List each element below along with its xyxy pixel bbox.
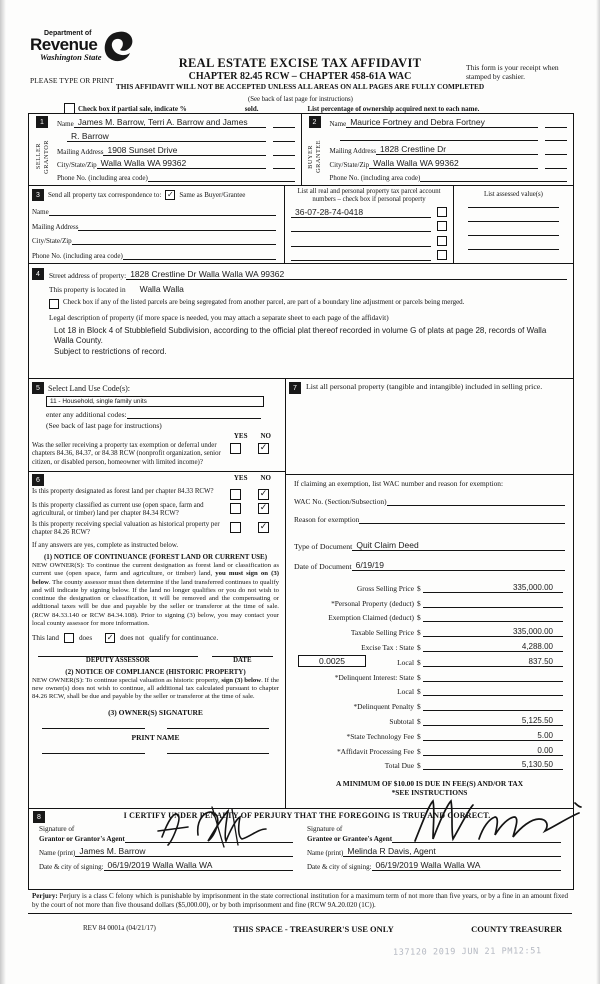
grantor-signature-block	[33, 825, 301, 871]
scan-edge-right	[596, 0, 600, 984]
does-checkbox[interactable]	[64, 633, 74, 643]
section-2-number: 2	[309, 116, 321, 128]
same-as-buyer-label: Same as Buyer/Grantee	[179, 191, 246, 199]
s3-city-label: City/State/Zip	[32, 237, 72, 246]
fee-value-input[interactable]: 5,130.50	[423, 760, 563, 770]
fee-label: Gross Selling Price	[356, 583, 414, 593]
title-block	[95, 56, 505, 91]
fee-row-personal	[286, 593, 573, 608]
legal-description-text-2[interactable]: Subject to restrictions of record.	[54, 347, 167, 356]
dollar-sign: $	[417, 687, 421, 697]
does-not-label: does not	[120, 634, 145, 642]
located-in-label: This property is located in	[49, 285, 126, 294]
logo-revenue: Revenue	[30, 35, 98, 54]
historic-question: Is this property receiving special valuation as historical property per chapter 84.26 RCW?	[32, 520, 220, 536]
s3-mailing-input[interactable]	[78, 221, 276, 231]
buyer-mailing-input[interactable]: 1828 Crestline Dr	[376, 144, 538, 155]
dollar-sign: $	[417, 628, 421, 638]
does-label: does	[78, 634, 93, 642]
buyer-name-input[interactable]: Maurice Fortney and Debra Fortney	[346, 117, 538, 128]
forest-land-question: Is this property designated as forest land per chapter 84.33 RCW?	[32, 488, 214, 495]
seller-city-label: City/State/Zip	[57, 161, 97, 170]
fee-label: *State Technology Fee	[346, 731, 414, 741]
form-title: REAL ESTATE EXCISE TAX AFFIDAVIT	[178, 56, 422, 70]
sold-label: sold.	[244, 104, 259, 113]
form-table	[28, 113, 574, 890]
fee-row-subtotal	[286, 711, 573, 726]
reason-exemption-input[interactable]	[359, 514, 565, 524]
buyer-name-input-2[interactable]	[340, 131, 539, 141]
date-label: DATE	[233, 657, 252, 664]
checkmark: ✓	[166, 190, 174, 199]
perjury-text: Perjury is a class C felony which is punishable by imprisonment in the state correctional institution for a maximum term of not more than five years, or by a fine in an amount fixed by the court of not more than five thousand dollars ($5,000.00), or by both imprisonment and fine (RCW 9A.20.020 (1C)).	[32, 892, 568, 910]
seller-city-input[interactable]: Walla Walla WA 99362	[97, 158, 266, 169]
legal-description-label: Legal description of property (if more space is needed, you may attach a separate sheet to each page of the affidavit)	[49, 313, 389, 322]
buyer-name-label: Name	[329, 120, 347, 128]
no-header-2: NO	[260, 474, 271, 482]
section-8-number: 8	[33, 811, 45, 823]
personal-property-checkbox-1[interactable]	[437, 207, 447, 217]
owner-signature-line-1[interactable]	[42, 728, 145, 729]
section-5-number: 5	[32, 382, 44, 394]
minimum-fee-note: A MINIMUM OF $10.00 IS DUE IN FEE(S) AND/OR TAX	[335, 779, 524, 789]
exemption-block	[286, 475, 573, 571]
chapter-line: CHAPTER 82.45 RCW – CHAPTER 458-61A WAC	[188, 71, 412, 82]
grantor-name-print-label: Name (print)	[39, 849, 76, 858]
seller-phone-input[interactable]	[148, 172, 295, 182]
section-8	[29, 809, 573, 889]
notice2-text-a: NEW OWNER(S): To continue special valuation as historic property,	[32, 677, 222, 684]
seller-mailing-input[interactable]: 1908 Sunset Drive	[103, 145, 265, 156]
wac-number-label: WAC No. (Section/Subsection)	[294, 497, 387, 506]
fee-value-input[interactable]: 837.50	[423, 657, 563, 667]
date-of-document-label: Date of Document	[294, 562, 352, 571]
checkmark: ✓	[259, 489, 268, 499]
perjury-notice	[28, 891, 572, 914]
section-6-number: 6	[32, 474, 44, 486]
yes-header: YES	[233, 432, 248, 440]
s3-phone-label: Phone No. (including area code)	[32, 252, 123, 260]
fee-row-delinquent-state	[286, 667, 573, 682]
deputy-assessor-label: DEPUTY ASSESSOR	[85, 657, 150, 664]
fee-row-processing-fee	[286, 741, 573, 756]
fee-value-input[interactable]: 4,288.00	[423, 642, 563, 652]
buyer-section	[301, 114, 574, 185]
dollar-sign: $	[417, 746, 421, 756]
parcel-number-input-3[interactable]	[291, 246, 431, 247]
right-column	[285, 379, 573, 808]
buyer-city-input[interactable]: Walla Walla WA 99362	[369, 158, 538, 169]
segregated-label: Check box if any of the listed parcels are being segregated from another parcel, are part of a boundary line adjustment or parcels being merged.	[63, 298, 465, 306]
seller-pct-blank-3[interactable]	[273, 155, 295, 156]
grantee-signature-block	[301, 825, 569, 871]
fee-label: *Personal Property (deduct)	[331, 598, 414, 608]
current-use-no-checkbox[interactable]	[258, 503, 269, 514]
current-use-yes-checkbox[interactable]	[230, 503, 241, 514]
section-3-number: 3	[32, 189, 44, 201]
buyer-side-label: BUYER	[307, 144, 314, 169]
s3-name-label: Name	[32, 207, 49, 216]
seller-name-input-2[interactable]: R. Barrow	[67, 131, 266, 142]
warning-line: THIS AFFIDAVIT WILL NOT BE ACCEPTED UNLESS ALL AREAS ON ALL PAGES ARE FULLY COMPLETED	[115, 82, 485, 91]
logo-washington-state: Washington State	[40, 52, 102, 63]
grantee-name-print-label: Name (print)	[307, 849, 344, 858]
form-revision: REV 84 0001a (04/21/17)	[83, 924, 156, 932]
assessed-values-header: List assessed value(s)	[484, 191, 543, 198]
exemption-question: Was the seller receiving a property tax exemption or deferral under chapters 84.36, 84.37, or 84.38 RCW (nonprofit organization, senior citizen, or disabled person, homeowner with limited income)?	[32, 442, 221, 466]
fee-label: Taxable Selling Price	[350, 628, 414, 638]
forest-no-checkbox[interactable]	[258, 489, 269, 500]
section-1-number: 1	[36, 116, 48, 128]
buyer-phone-input[interactable]	[420, 172, 567, 182]
fee-value-input[interactable]: 5.00	[423, 731, 563, 741]
grantor-date-city-input[interactable]: 06/19/2019 Walla Walla WA	[104, 860, 293, 871]
dollar-sign: $	[417, 657, 421, 667]
buyer-pct-blank-4[interactable]	[545, 168, 567, 169]
section-7-number: 7	[289, 382, 301, 394]
seller-pct-blank-2[interactable]	[273, 141, 295, 142]
seller-name-input[interactable]: James M. Barrow, Terri A. Barrow and James	[74, 117, 266, 128]
dollar-sign: $	[417, 731, 421, 741]
owners-signature-title: (3) OWNER(S) SIGNATURE	[108, 707, 203, 717]
if-yes-note: If any answers are yes, complete as instructed below.	[32, 542, 179, 550]
dollar-sign: $	[417, 761, 421, 771]
fee-row-gross	[286, 578, 573, 593]
reason-exemption-label: Reason for exemption	[294, 515, 360, 524]
notice1-text-b: . The county assessor must then determine if the land transferred continues to qualify and will indicate by signing below. If the land no longer qualifies or you do not wish to continue the designation or classification, it will be removed and the compensating or additional taxes will be due and payable by the seller or transferor at the time of sale. (RCW 84.33.140 or RCW 84.34.108). Prior to signing (3) below, you may contact your local county assessor for more information.	[32, 578, 279, 627]
treasurer-space-label: THIS SPACE - TREASURER'S USE ONLY	[233, 924, 394, 934]
additional-codes-input[interactable]	[127, 409, 261, 419]
date-of-document-input[interactable]: 6/19/19	[352, 560, 565, 571]
dollar-sign: $	[417, 716, 421, 726]
same-as-buyer-checkbox[interactable]	[165, 190, 175, 200]
personal-property-checkbox-2[interactable]	[437, 221, 447, 231]
buyer-city-label: City/State/Zip	[329, 161, 370, 169]
seller-section	[29, 114, 301, 185]
fee-value-input[interactable]: 335,000.00	[423, 627, 563, 637]
see-back-instructions: (See back of last page for instructions)	[46, 421, 162, 430]
assessed-value-input-1[interactable]	[468, 207, 559, 208]
seller-name-label: Name	[57, 120, 74, 128]
certify-statement: I CERTIFY UNDER PENALTY OF PERJURY THAT THE FOREGOING IS TRUE AND CORRECT.	[123, 811, 491, 820]
land-use-code-input[interactable]: 11 - Household, single family units	[46, 396, 264, 407]
logo-department-of: Department of	[44, 30, 92, 37]
perjury-bold: Perjury:	[32, 892, 58, 900]
dollar-sign: $	[417, 583, 421, 593]
buyer-pct-blank-1[interactable]	[545, 127, 567, 128]
exemption-no-checkbox[interactable]	[258, 443, 269, 454]
fee-label: Local	[397, 687, 414, 697]
fee-row-excise-state	[286, 637, 573, 652]
grantee-date-city-input[interactable]: 06/19/2019 Walla Walla WA	[372, 860, 561, 871]
checkmark: ✓	[259, 503, 268, 513]
notice-continuance-body	[32, 562, 279, 628]
assessed-value-input-3[interactable]	[468, 235, 559, 236]
land-qualify-row	[32, 633, 279, 643]
section-4-number: 4	[32, 268, 44, 280]
segregated-checkbox[interactable]	[49, 299, 59, 309]
parcel-number-input-4[interactable]	[291, 260, 431, 261]
fees-table	[286, 578, 573, 770]
fee-row-exemption	[286, 608, 573, 623]
receipt-note: This form is your receipt when stamped by cashier.	[466, 63, 559, 82]
send-correspondence-label: Send all property tax correspondence to:	[48, 191, 162, 199]
personal-property-checkbox-4[interactable]	[437, 250, 447, 260]
s3-name-input[interactable]	[49, 206, 276, 216]
claiming-exemption-label: If claiming an exemption, list WAC number and reason for exemption:	[294, 479, 504, 488]
dollar-sign: $	[417, 598, 421, 608]
type-of-document-input[interactable]: Quit Claim Deed	[352, 540, 565, 551]
section-4	[29, 264, 573, 379]
fee-label: *Affidavit Processing Fee	[336, 746, 414, 756]
seller-phone-label: Phone No. (including area code)	[57, 174, 148, 182]
section-7	[286, 379, 573, 475]
checkmark: ✓	[106, 633, 114, 642]
notice-continuance-title: (1) NOTICE OF CONTINUANCE (FOREST LAND OR CURRENT USE)	[43, 553, 268, 562]
land-use-title: Select Land Use Code(s):	[48, 383, 130, 393]
footer-row	[28, 924, 572, 934]
seller-pct-blank-1[interactable]	[273, 127, 295, 128]
no-header: NO	[260, 432, 271, 440]
this-land-label: This land	[32, 634, 59, 642]
fee-label: Total Due	[384, 761, 414, 771]
parcel-number-input-1[interactable]: 36-07-28-74-0418	[291, 207, 431, 218]
s3-phone-input[interactable]	[123, 250, 276, 260]
grantor-name-input[interactable]: James M. Barrow	[75, 846, 293, 857]
parties-row	[29, 114, 573, 186]
see-instructions-note: *SEE INSTRUCTIONS	[391, 788, 468, 798]
cashier-date-stamp: 137120 2019 JUN 21 PM12:51	[392, 946, 542, 958]
section-3	[29, 186, 573, 264]
signature-of-label-2: Signature of	[307, 825, 343, 833]
street-address-input[interactable]: 1828 Crestline Dr Walla Walla WA 99362	[126, 269, 567, 280]
fee-row-tech-fee	[286, 726, 573, 741]
signature-of-label: Signature of	[39, 825, 75, 833]
fee-row-delinquent-local	[286, 682, 573, 697]
fee-label: Excise Tax : State	[361, 642, 414, 652]
yes-header-2: YES	[233, 474, 248, 482]
dollar-sign: $	[417, 613, 421, 623]
wac-number-input[interactable]	[387, 496, 565, 506]
parcel-numbers-header: List all real and personal property tax parcel account numbers – check box if personal property	[297, 188, 441, 203]
qualify-label: qualify for continuance.	[149, 634, 219, 642]
notice1-text-bold: you must sign on (3) below	[32, 570, 279, 586]
grantee-signature-line[interactable]	[392, 833, 561, 843]
dollar-sign: $	[417, 702, 421, 712]
located-in-input[interactable]: Walla Walla	[139, 284, 184, 294]
scan-edge-left	[0, 0, 6, 984]
parcel-number-input-2[interactable]	[291, 231, 431, 232]
grantee-date-city-label: Date & city of signing:	[307, 863, 372, 872]
grantee-name-input[interactable]: Melinda R Davis, Agent	[343, 846, 561, 857]
buyer-pct-blank-3[interactable]	[545, 154, 567, 155]
buyer-mailing-label: Mailing Address	[329, 147, 376, 155]
grantor-signature-line[interactable]	[125, 833, 293, 843]
legal-description-text[interactable]: Lot 18 in Block 4 of Stubblefield Subdivision, according to the official plat thereof recorded in volume G of plats at page 28, records of Walla Walla County.	[54, 326, 547, 345]
exemption-yes-checkbox[interactable]	[230, 443, 241, 454]
forest-yes-checkbox[interactable]	[230, 489, 241, 500]
fee-row-total-due	[286, 756, 573, 771]
main-columns	[29, 379, 573, 809]
county-treasurer-label: COUNTY TREASURER	[471, 924, 562, 934]
fee-value-input[interactable]: 0.00	[423, 746, 563, 756]
seller-side-label: SELLER	[34, 143, 42, 170]
dollar-sign: $	[417, 642, 421, 652]
s3-city-input[interactable]	[72, 235, 276, 245]
does-not-checkbox[interactable]	[105, 633, 115, 643]
additional-codes-label: enter any additional codes:	[46, 410, 127, 419]
assessed-value-input-2[interactable]	[468, 221, 559, 222]
personal-property-checkbox-3[interactable]	[437, 236, 447, 246]
notice1-text-a: NEW OWNER(S): To continue the current designation as forest land or classification as current use (open space, farm and agriculture, or timber) land,	[32, 562, 279, 578]
fee-label: Subtotal	[389, 716, 414, 726]
seller-pct-blank-4[interactable]	[273, 168, 295, 169]
type-of-document-label: Type of Document	[294, 542, 353, 551]
fee-value-input[interactable]: 335,000.00	[423, 583, 563, 593]
current-use-question: Is this property classified as current use (open space, farm and agricultural, or timber) land per chapter 84.34 RCW?	[32, 502, 204, 518]
seller-mailing-label: Mailing Address	[57, 147, 104, 156]
street-address-label: Street address of property:	[49, 271, 127, 280]
grantee-side-label: GRANTEE	[315, 140, 322, 173]
grantor-date-city-label: Date & city of signing:	[39, 863, 104, 872]
s3-mailing-label: Mailing Address	[32, 222, 79, 231]
notice-compliance-title: (2) NOTICE OF COMPLIANCE (HISTORIC PROPERTY)	[65, 668, 246, 676]
buyer-pct-blank-2[interactable]	[545, 140, 567, 141]
please-type-or-print: PLEASE TYPE OR PRINT	[30, 76, 114, 85]
historic-yes-checkbox[interactable]	[230, 522, 241, 533]
historic-no-checkbox[interactable]	[258, 522, 269, 533]
fee-label: Local	[397, 657, 414, 667]
print-name-title: PRINT NAME	[131, 732, 180, 742]
section-6	[29, 471, 285, 808]
grantee-agent-label: Grantee or Grantee's Agent	[307, 835, 393, 843]
fee-label: *Delinquent Interest: State	[334, 672, 414, 682]
personal-property-label: List all personal property (tangible and intangible) included in selling price.	[306, 382, 543, 391]
pct-ownership-note: List percentage of ownership acquired next to each name.	[307, 104, 480, 113]
fee-row-local	[286, 652, 573, 667]
notice2-text-bold: sign (3) below	[221, 677, 262, 684]
notice-compliance-body	[32, 677, 279, 702]
print-name-line-1[interactable]	[42, 753, 145, 754]
left-column	[29, 379, 285, 808]
checkmark: ✓	[259, 443, 268, 453]
fee-label: *Delinquent Penalty	[353, 702, 414, 712]
fee-value-input[interactable]: 5,125.50	[423, 716, 563, 726]
owner-signature-line-2[interactable]	[167, 728, 270, 729]
fee-label: Exemption Claimed (deduct)	[328, 613, 414, 623]
grantor-agent-label: Grantor or Grantor's Agent	[39, 835, 125, 843]
checkmark: ✓	[259, 521, 268, 532]
section-5	[29, 379, 285, 471]
partial-sale-label: Check box if partial sale, indicate %	[78, 104, 187, 113]
buyer-phone-label: Phone No. (including area code)	[329, 174, 421, 182]
local-rate-box[interactable]: 0.0025	[298, 655, 366, 667]
assessed-value-input-4[interactable]	[468, 249, 559, 250]
print-name-line-2[interactable]	[167, 753, 270, 754]
grantor-side-label: GRANTOR	[42, 139, 50, 174]
see-back-note: (See back of last page for instructions)	[248, 96, 353, 103]
notice2-text-b: . If the new owner(s) does not wish to continue, all additional tax calculated pursuant to chapter 84.26 RCW, shall be due and payable by the seller or transferor at the time of sale.	[32, 677, 279, 701]
fee-row-taxable	[286, 622, 573, 637]
fee-row-penalty	[286, 696, 573, 711]
dollar-sign: $	[417, 672, 421, 682]
